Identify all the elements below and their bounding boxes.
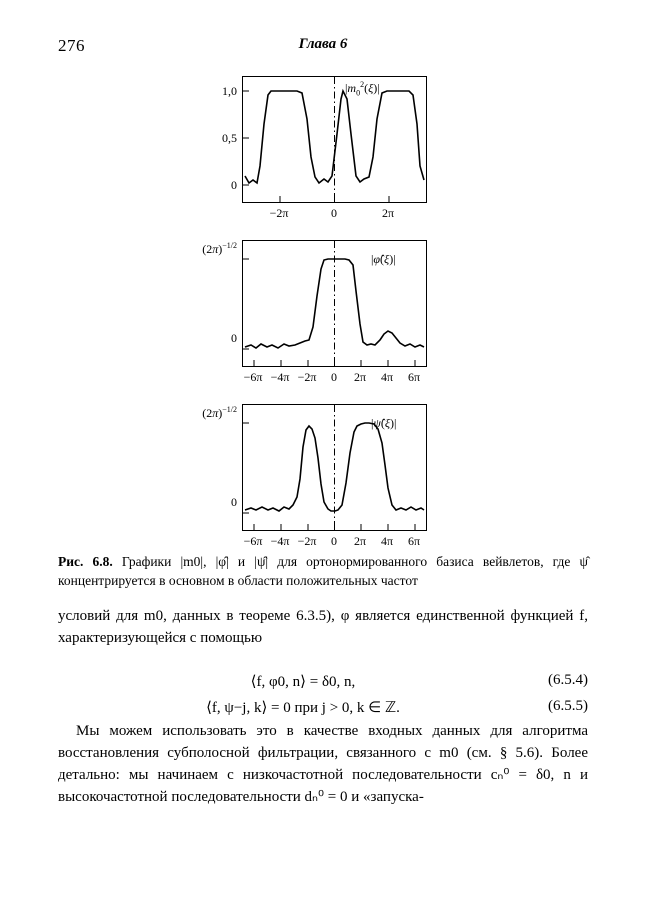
equation-6-5-5-number: (6.5.5) <box>548 698 588 714</box>
chart-panel-psi <box>202 394 436 548</box>
ytick-label-m0-2: 0,5 <box>222 131 237 145</box>
plot-frame-psi <box>242 404 427 531</box>
equation-6-5-5-body: ⟨f, ψ−j, k⟩ = 0 при j > 0, k ∈ ℤ. <box>206 700 400 716</box>
xtick-label-psi-3: −2π <box>297 534 317 548</box>
chart-panel-m0 <box>211 66 436 220</box>
page-header <box>0 36 646 58</box>
body-paragraph-1: условий для m0, данных в теореме 6.3.5), φ является единственной функцией f, характеризующейся с помощью <box>58 608 588 646</box>
ytick-label-psi-2: 0 <box>231 495 237 509</box>
xtick-label-phi-3: −2π <box>297 370 317 384</box>
plot-curve-phi <box>243 241 426 366</box>
figure-caption-text: Графики |m0|, |φ̂| и |ψ̂| для ортонормированного базиса вейвлетов, где ψ̂ концентрируется в основном в области положительных частот <box>58 554 588 588</box>
plot-frame-phi <box>242 240 427 367</box>
xtick-label-phi-2: −4π <box>270 370 290 384</box>
xtick-label-m0-3: 2π <box>381 206 395 220</box>
equation-6-5-4 <box>58 672 588 698</box>
ytick-label-psi-1: $(2\pi)^{-1/2}$ <box>202 405 237 420</box>
chart-panel-phi <box>202 230 436 384</box>
ytick-label-phi-1: $(2\pi)^{-1/2}$ <box>202 241 237 256</box>
xtick-label-psi-6: 4π <box>380 534 394 548</box>
xtick-label-psi-2: −4π <box>270 534 290 548</box>
equation-block <box>58 672 588 724</box>
xtick-label-phi-5: 2π <box>353 370 367 384</box>
page-number: 276 <box>58 36 85 55</box>
ytick-label-m0-3: 0 <box>231 178 237 192</box>
ytick-label-m0-1: 1,0 <box>222 84 237 98</box>
xtick-label-psi-7: 6π <box>407 534 421 548</box>
curve-label-psi: |ψ̂(ξ)| <box>371 416 397 430</box>
xtick-label-psi-4: 0 <box>331 534 337 548</box>
plot-curve-m0 <box>243 77 426 202</box>
curve-label-phi: |φ̂(ξ)| <box>371 252 396 266</box>
xtick-label-psi-5: 2π <box>353 534 367 548</box>
plot-curve-psi <box>243 405 426 530</box>
plot-frame-m0 <box>242 76 427 203</box>
body-paragraph-2: Мы можем использовать это в качестве входных данных для алгоритма восстановления субполосной фильтрации, связанного с m0 (см. § 5.6). Более детально: мы начинаем с низкочастотной последовательности cₙ⁰ = δ0, n и высокочастотной последовательности dₙ⁰ = 0 и «запуска- <box>58 723 588 805</box>
figure-caption-label: Рис. 6.8. <box>58 554 113 569</box>
xtick-label-m0-2: 0 <box>331 206 337 220</box>
xtick-label-phi-6: 4π <box>380 370 394 384</box>
xtick-label-phi-4: 0 <box>331 370 337 384</box>
chapter-title: Глава 6 <box>298 36 348 52</box>
xtick-label-phi-7: 6π <box>407 370 421 384</box>
curve-label-m0: $|m_0^2(\xi)|$ <box>345 80 380 98</box>
ytick-label-phi-2: 0 <box>231 331 237 345</box>
figure-6-8 <box>0 66 646 546</box>
equation-6-5-4-body: ⟨f, φ0, n⟩ = δ0, n, <box>250 674 356 690</box>
xtick-label-psi-1: −6π <box>243 534 263 548</box>
figure-caption <box>58 552 588 590</box>
xtick-label-m0-1: −2π <box>269 206 289 220</box>
xtick-label-phi-1: −6π <box>243 370 263 384</box>
equation-6-5-4-number: (6.5.4) <box>548 672 588 688</box>
